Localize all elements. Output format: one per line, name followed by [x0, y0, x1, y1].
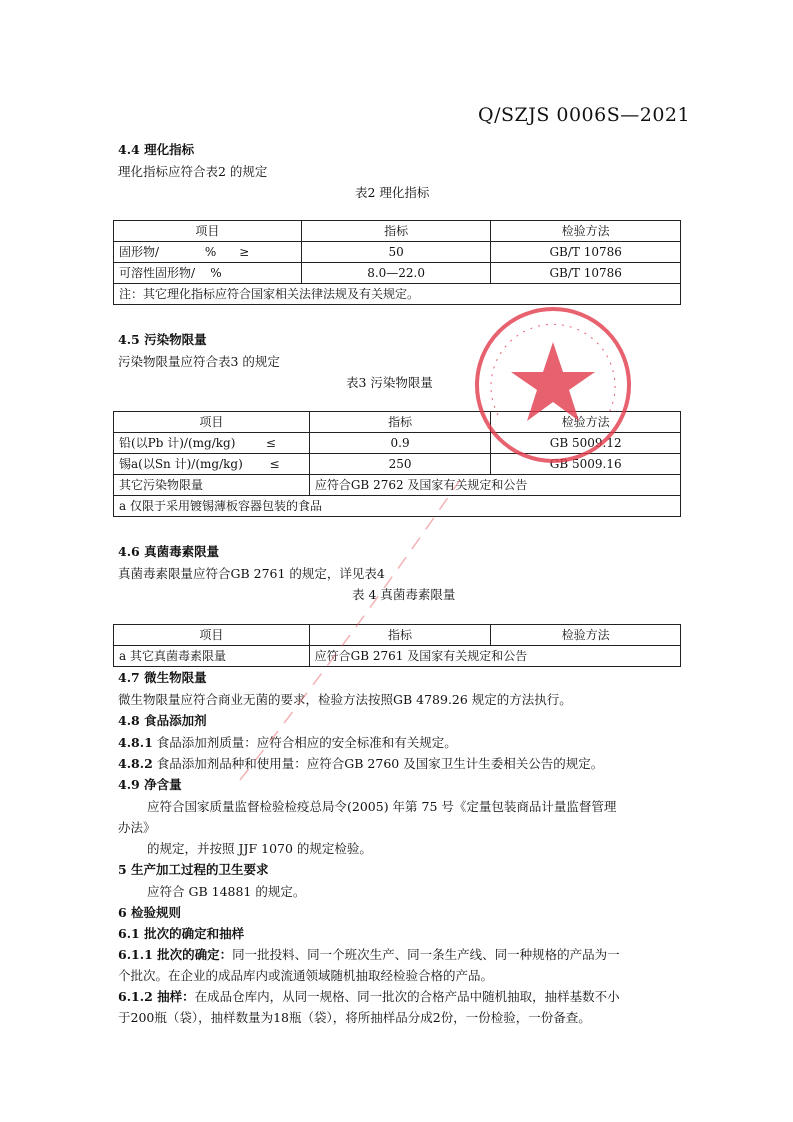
section-heading-4-8: 4.8 食品添加剂: [118, 713, 207, 728]
table-cell: 应符合GB 2761 及国家有关规定和公告: [309, 646, 680, 667]
watermark-stroke: [240, 480, 460, 780]
seal-star-icon: [511, 342, 595, 421]
section-heading-6: 6 检验规则: [118, 905, 182, 920]
table-cell: 锡a(以Sn 计)/(mg/kg) ≤: [114, 454, 310, 475]
table-cell: 固形物/ % ≥: [114, 242, 302, 263]
standard-number: Q/SZJS 0006S—2021: [478, 104, 691, 126]
table-header-row: [114, 221, 681, 242]
section-text-4-9-line3: 的规定，并按照 JJF 1070 的规定检验。: [147, 841, 372, 856]
section-heading-4-9: 4.9 净含量: [118, 777, 182, 792]
table-header-cell: 项目: [114, 625, 310, 646]
table-note: 注：其它理化指标应符合国家相关法律法规及有关规定。: [114, 284, 681, 305]
clause-number: 4.8.2: [118, 756, 153, 771]
section-intro-4-5: 污染物限量应符合表3 的规定: [118, 354, 280, 369]
table-cell: a 其它真菌毒素限量: [114, 646, 310, 667]
section-intro-4-4: 理化指标应符合表2 的规定: [118, 164, 268, 179]
table-header-cell: 项目: [114, 221, 302, 242]
table-cell: 8.0—22.0: [301, 263, 491, 284]
clause-text: 在成品仓库内，从同一规格、同一批次的合格产品中随机抽取，抽样基数不小: [194, 989, 620, 1004]
table-header-cell: 检验方法: [491, 412, 681, 433]
clause-label: 6.1.1 批次的确定：: [118, 947, 233, 962]
clause-text: 同一批投料、同一个班次生产、同一条生产线、同一种规格的产品为一: [232, 947, 620, 962]
table-header-cell: 指标: [309, 412, 491, 433]
clause-label: 6.1.2 抽样：: [118, 989, 195, 1004]
table-header-cell: 指标: [301, 221, 491, 242]
clause-6-1-2-line1: [118, 987, 620, 1005]
section-heading-6-1: 6.1 批次的确定和抽样: [118, 926, 245, 941]
approval-watermark: [230, 470, 470, 790]
clause-text: 食品添加剂品种和使用量：应符合GB 2760 及国家卫生计生委相关公告的规定。: [152, 756, 604, 771]
section-text-4-9-line1: 应符合国家质量监督检验检疫总局令(2005) 年第 75 号《定量包装商品计量监督管理: [147, 799, 617, 814]
section-heading-4-5: 4.5 污染物限量: [118, 332, 207, 347]
table-header-cell: 指标: [309, 625, 491, 646]
table-row: [114, 242, 681, 263]
table-header-cell: 项目: [114, 412, 310, 433]
section-text-4-7: 微生物限量应符合商业无菌的要求，检验方法按照GB 4789.26 规定的方法执行。: [118, 692, 572, 707]
table-cell: 其它污染物限量: [114, 475, 310, 496]
table-row: [114, 263, 681, 284]
clause-6-1-2-line2: 于200瓶（袋），抽样数量为18瓶（袋），将所抽样品分成2份，一份检验，一份备查。: [118, 1010, 591, 1025]
table-cell: GB/T 10786: [491, 263, 681, 284]
table-caption-2: 表2 理化指标: [355, 185, 430, 200]
table-cell: 50: [301, 242, 491, 263]
table-cell: GB/T 10786: [491, 242, 681, 263]
table-2-physicochemical: [113, 220, 681, 305]
section-heading-5: 5 生产加工过程的卫生要求: [118, 862, 269, 877]
section-heading-4-4: 4.4 理化指标: [118, 142, 195, 157]
section-intro-4-6: 真菌毒素限量应符合GB 2761 的规定，详见表4: [118, 566, 385, 581]
table-caption-3: 表3 污染物限量: [346, 375, 433, 390]
table-cell: 0.9: [309, 433, 491, 454]
table-cell: GB 5009.12: [491, 433, 681, 454]
table-cell: 铅(以Pb 计)/(mg/kg) ≤: [114, 433, 310, 454]
table-header-cell: 检验方法: [491, 221, 681, 242]
clause-6-1-1-line2: 个批次。在企业的成品库内或流通领域随机抽取经检验合格的产品。: [118, 968, 494, 983]
company-seal: [468, 300, 638, 470]
section-text-5: 应符合 GB 14881 的规定。: [147, 884, 306, 899]
clause-number: 4.8.1: [118, 735, 153, 750]
table-cell: 250: [309, 454, 491, 475]
table-caption-4: 表 4 真菌毒素限量: [352, 587, 456, 602]
clause-text: 食品添加剂质量：应符合相应的安全标准和有关规定。: [152, 735, 457, 750]
table-note: a 仅限于采用镀锡薄板容器包装的食品: [114, 496, 681, 517]
clause-6-1-1-line1: [118, 945, 620, 963]
table-cell: GB 5009.16: [491, 454, 681, 475]
table-cell: 应符合GB 2762 及国家有关规定和公告: [309, 475, 680, 496]
table-cell: 可溶性固形物/ %: [114, 263, 302, 284]
section-heading-4-7: 4.7 微生物限量: [118, 670, 207, 685]
section-text-4-9-line2: 办法》: [118, 820, 156, 835]
table-header-cell: 检验方法: [491, 625, 681, 646]
section-heading-4-6: 4.6 真菌毒素限量: [118, 544, 220, 559]
